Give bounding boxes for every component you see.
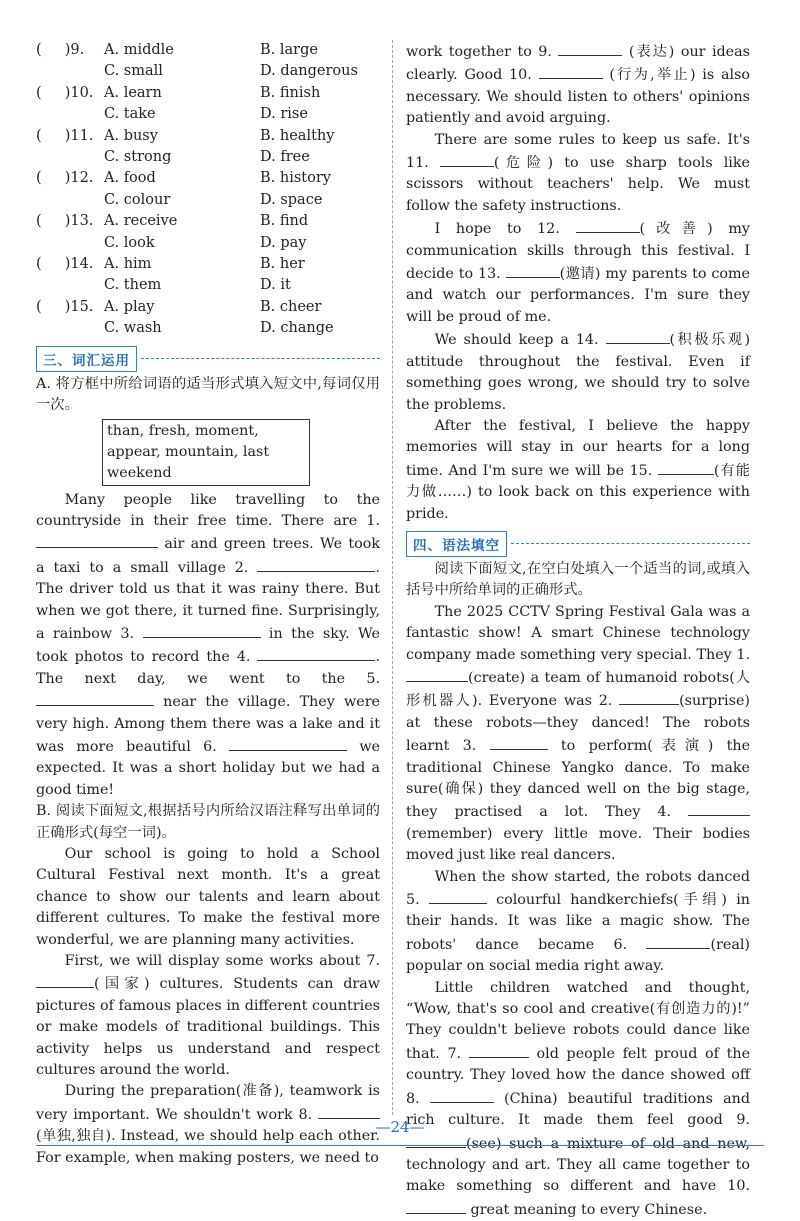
question-spacer <box>36 233 104 254</box>
option-a[interactable]: A. learn <box>104 84 162 101</box>
passage-a: Many people like travelling to the countryside in their free time. There are 1. air and green trees. We took a taxi to a small village 2. . The driver told us that it was rainy there. But when we got there, it turned fine. Surprisingly, a rainbow 3. in the sky. We took photos to record the 4. . The next day, we went to the 5. near the village. They were very high. Among them there was a lake and it was more beautiful 6. we expected. It was a short holiday but we had a good time! <box>36 491 381 798</box>
section-4-title: 四、语法填空 <box>406 531 507 557</box>
option-a[interactable]: A. him <box>104 256 152 273</box>
passage-b-para-2: First, we will display some works about 7. (国家) cultures. Students can draw pictures of famous places in different countries or make models of traditional buildings. This activity helps us understand and respect cultures around the world. <box>36 953 380 1079</box>
option-d[interactable]: D. rise <box>260 106 308 123</box>
passage-b-para-6: We should keep a 14. (积极乐观) attitude throughout the festival. Even if something goes wrong, we should try to solve the problems. <box>406 328 750 416</box>
blank-g6[interactable] <box>646 933 710 949</box>
blank-g4[interactable] <box>688 800 750 816</box>
blank-g10[interactable] <box>406 1198 466 1214</box>
blank-a1[interactable] <box>36 532 158 548</box>
option-c[interactable]: C. small <box>104 63 163 80</box>
passage-b-para-7: After the festival, I believe the happy memories will stay in our hearts for a long time. And I'm sure we will be 15. (有能力做……) to look back on this experience with pride. <box>406 417 751 522</box>
mcq-row <box>36 275 380 296</box>
mcq-row <box>36 254 380 275</box>
section-3-header <box>36 346 380 372</box>
blank-g3[interactable] <box>490 734 548 750</box>
option-a[interactable]: A. middle <box>104 42 174 58</box>
question-spacer <box>36 275 104 296</box>
passage-b-para-5: I hope to 12. (改善) my communication skills through this festival. I decide to 13. (邀请) my parents to come and watch our performances. I'm sure they will be proud of me. <box>406 217 750 328</box>
mcq-row <box>36 211 380 232</box>
blank-a4[interactable] <box>257 645 375 661</box>
option-b[interactable]: B. large <box>260 42 318 58</box>
section-4-instruction: 阅读下面短文,在空白处填入一个适当的词,或填入括号中所给单词的正确形式。 <box>406 560 750 599</box>
section-4-header <box>406 531 750 557</box>
blank-a6[interactable] <box>229 735 347 751</box>
blank-a5[interactable] <box>36 690 154 706</box>
page-number: —24— <box>375 1118 425 1136</box>
question-spacer <box>36 190 104 211</box>
option-b[interactable]: B. her <box>260 256 305 273</box>
mcq-row <box>36 40 380 61</box>
blank-g5[interactable] <box>429 888 487 904</box>
option-b[interactable]: B. healthy <box>260 127 335 144</box>
question-number[interactable]: ( )10. <box>36 84 94 101</box>
option-d[interactable]: D. it <box>260 277 291 294</box>
question-spacer <box>36 147 104 168</box>
mcq-row <box>36 318 380 339</box>
mcq-row <box>36 61 380 82</box>
blank-g8[interactable] <box>430 1087 494 1103</box>
option-c[interactable]: C. them <box>104 277 162 294</box>
option-c[interactable]: C. look <box>104 234 155 251</box>
column-divider <box>392 40 393 1115</box>
footer-rule <box>36 1145 764 1146</box>
part-b-instruction: B. 阅读下面短文,根据括号内所给汉语注释写出单词的正确形式(每空一词)。 <box>36 803 380 841</box>
word-box: than, fresh, moment, appear, mountain, last weekend <box>102 419 310 486</box>
blank-b13[interactable] <box>506 262 560 278</box>
option-d[interactable]: D. change <box>260 320 334 337</box>
part-a-instruction: A. 将方框中所给词语的适当形式填入短文中,每词仅用一次。 <box>36 375 380 414</box>
blank-b12[interactable] <box>576 217 640 233</box>
question-number[interactable]: ( )14. <box>36 256 94 273</box>
section-4-rule <box>511 543 750 544</box>
question-number[interactable]: ( )13. <box>36 213 94 230</box>
option-d[interactable]: D. space <box>260 191 323 208</box>
question-spacer <box>36 318 104 339</box>
option-a[interactable]: A. receive <box>104 213 178 230</box>
option-c[interactable]: C. wash <box>104 320 162 337</box>
option-b[interactable]: B. finish <box>260 84 321 101</box>
question-spacer <box>36 104 104 125</box>
passage-b-para-3: During the preparation(准备), teamwork is very important. We shouldn't work 8. (单独,独自). Instead, we should help each other. For example, when making posters, we need to <box>36 1083 380 1166</box>
passage-b-para-3-cont: work together to 9. (表达) our ideas clearly. Good 10. (行为,举止) is also necessary. We should listen to others' opinions patiently and avoid arguing. <box>406 40 750 130</box>
option-c[interactable]: C. strong <box>104 149 172 166</box>
grammar-para-1: The 2025 CCTV Spring Festival Gala was a fantastic show! A smart Chinese technology company made something very special. They 1. (create) a team of humanoid robots(人形机器人). Everyone was 2. (surprise) at these robots—they danced! The robots learnt 3. to perform(表演) the traditional Chinese Yangko dance. To make sure(确保) they danced well on the big stage, they practised a lot. They 4. (remember) every little move. Their bodies moved just like real dancers. <box>406 603 751 864</box>
blank-a2[interactable] <box>257 556 375 572</box>
mcq-row <box>36 297 380 318</box>
blank-b15[interactable] <box>658 459 714 475</box>
mcq-row <box>36 168 380 189</box>
passage-b-para-4: There are some rules to keep us safe. It's 11. (危险) to use sharp tools like scissors without teachers' help. We must follow the safety instructions. <box>406 131 751 214</box>
grammar-para-2: When the show started, the robots danced 5. colourful handkerchiefs(手绢) in their hands. It was like a magic show. The robots' dance became 6. (real) popular on social media right away. <box>406 868 750 975</box>
mcq-row <box>36 233 380 254</box>
option-b[interactable]: B. history <box>260 170 331 187</box>
blank-g2[interactable] <box>619 689 679 705</box>
right-column <box>406 40 750 1221</box>
option-a[interactable]: A. play <box>104 298 155 315</box>
blank-g1[interactable] <box>406 666 468 682</box>
section-3-title: 三、词汇运用 <box>36 346 137 372</box>
blank-a3[interactable] <box>143 622 261 638</box>
mcq-row <box>36 104 380 125</box>
mcq-row <box>36 83 380 104</box>
question-number[interactable]: ( )11. <box>36 127 94 144</box>
mcq-row <box>36 190 380 211</box>
question-number[interactable]: ( )15. <box>36 298 94 315</box>
passage-b-para-1: Our school is going to hold a School Cultural Festival next month. It's a great chance to show our talents and learn about different cultures. To make the festival more wonderful, we are planning many activities. <box>36 846 380 948</box>
option-b[interactable]: B. cheer <box>260 298 322 315</box>
option-d[interactable]: D. dangerous <box>260 63 358 80</box>
grammar-para-3: Little children watched and thought, “Wow, that's so cool and creative(有创造力的)!” They couldn't believe robots could dance like that. 7. old people felt proud of the country. They loved how the dance showed off 8. (China) beautiful traditions and rich culture. It made them feel good 9. (see) such a mixture of old and new, technology and art. They all came together to make something so different and have 10. great meaning to every Chinese. <box>406 979 751 1218</box>
left-column <box>36 40 380 1169</box>
blank-b7[interactable] <box>36 972 94 988</box>
question-number[interactable]: ( )12. <box>36 170 94 187</box>
option-c[interactable]: C. take <box>104 106 156 123</box>
mcq-row <box>36 147 380 168</box>
blank-b14[interactable] <box>606 328 670 344</box>
option-a[interactable]: A. food <box>104 170 156 187</box>
option-a[interactable]: A. busy <box>104 127 158 144</box>
option-c[interactable]: C. colour <box>104 191 171 208</box>
section-3-rule <box>141 358 380 359</box>
blank-b8[interactable] <box>318 1103 380 1119</box>
blank-b11[interactable] <box>440 151 494 167</box>
mcq-row <box>36 126 380 147</box>
option-b[interactable]: B. find <box>260 213 309 230</box>
blank-g7[interactable] <box>469 1042 529 1058</box>
question-number[interactable]: ( )9. <box>36 42 85 58</box>
multiple-choice-list <box>36 40 380 340</box>
option-d[interactable]: D. pay <box>260 234 307 251</box>
blank-b10[interactable] <box>539 63 603 79</box>
question-spacer <box>36 61 104 82</box>
blank-b9[interactable] <box>558 40 622 56</box>
option-d[interactable]: D. free <box>260 149 310 166</box>
